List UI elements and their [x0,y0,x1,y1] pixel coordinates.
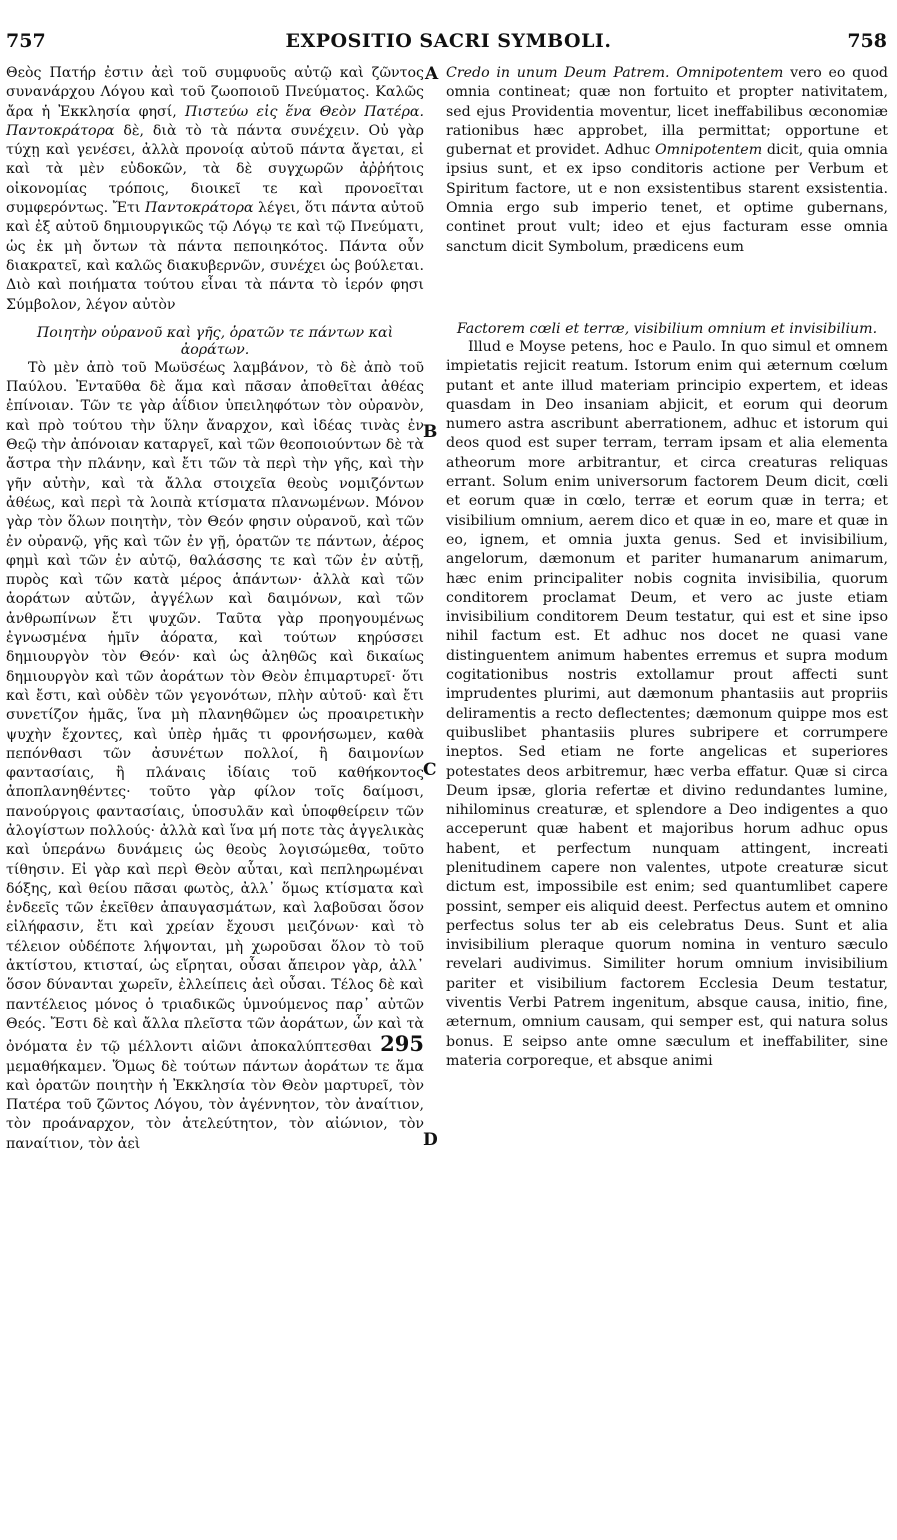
margin-letter-b: B [423,422,438,442]
latin-italic: Credo in unum Deum Patrem. Omnipotentem [446,65,784,81]
greek-text: Θεὸς Πατήρ ἐστιν ἀεὶ τοῦ συμφυοῦς αὐτῷ καὶ ζῶντος συνανάρχου Λόγου καὶ τοῦ ζωοποιοῦ Πνεύματος. Καλῶς ἄρα ἡ Ἐκκλησία φησί, [6,65,424,120]
page-number-right: 758 [847,30,887,52]
greek-text: μεμαθήκαμεν. Ὅμως δὲ τούτων πάντων ἀοράτων τε ἅμα καὶ ὁρατῶν ποιητὴν ἡ Ἐκκλησία τὸν Θεὸν μαρτυρεῖ, τὸν Πατέρα τοῦ ζῶντος Λόγου, τὸν ἀγέννητον, τὸν ἀναίτιον, τὸν προάναρχον, τὸν ἀτελεύτητον, τὸν αἰώνιον, τὸν παναίτιον, τὸν ἀεὶ [6,1058,424,1152]
greek-paragraph-2 [6,359,424,1154]
page-number-left: 757 [6,30,46,52]
latin-paragraph-2: Illud e Moyse petens, hoc e Paulo. In quo simul et omnem impietatis rejicit reatum. Istorum enim qui æternum cœlum putant et ante illud materiam principio expertem, et ideas quasdam in Deo insaniam abjicit, et eorum qui deorum numero astra ascribunt aberrationem, adhuc et istorum qui deos quod est super terram, terram ipsam et alia elementa atheorum more arbitrantur, et circa creaturas reliquas errant. Solum enim universorum factorem Deum dicit, cœli et eorum quæ in cœlo, terræ et eorum quæ in terra; et visibilium omnium, aerem dico et quæ in eo, mare et quæ in eo, ignem, et omnia juxta genus. Sed et invisibilium, angelorum, dæmonum et pariter humanarum animarum, hæc enim principaliter nobis cognita invisibilia, quorum conditorem proclamat Deum, et vero ac juste etiam invisibilium conditorem Deum testatur, qui est et sine ipso nihil factum est. Et adhuc nos docet ne quasi vane distinguentem animum habentes erremus et supra modum cogitationibus nostris extollamur prout affecti sunt imprudentes plurimi, aut dæmonum phantasiis aut propriis deliramentis a recto deflectentes; dæmonum quippe mos est quibuslibet phantasiis plures subripere et corrumpere ineptos. Sed etiam ne forte angelicas et superiores potestates deos arbitremur, hæc verba effatur. Quæ si circa Deum ipsæ, gloria refertæ et divino redundantes lumine, nihilominus creaturæ, et splendore a Deo indigentes a quo acceperunt quæ habent et majoribus horum adhuc opus habent, et perfectum nunquam attingent, increati plenitudinem capere non valentes, utpote creaturæ sicut dictum est, impossibile est enim; sed quantumlibet capere possint, semper eis aliquid deest. Perfectus autem et omnino perfectus solus ter ab eis celebratus Deus. Sunt et alia invisibilium pleraque quorum nomina in venturo sæculo revelari audivimus. Similiter horum omnium invisibilium pariter et visibilium factorem Ecclesia Deum testatur, viventis Verbi Patrem ingenitum, absque causa, initio, fine, æternum, omnium causam, qui semper est, qui natura solus bonus. E seipso ante omne sæculum et ineffabiliter, sine materia corporeque, et absque animi [446,338,888,1069]
margin-letter-a: A [425,64,439,84]
latin-paragraph-1 [446,64,888,257]
greek-paragraph-1 [6,64,424,315]
latin-italic: Omnipotentem [654,142,763,159]
column-number: 295 [380,1031,424,1057]
margin-letter-c: C [423,760,437,780]
latin-column [446,64,888,1071]
margin-letter-d: D [423,1130,438,1150]
greek-column [6,64,424,1154]
latin-text: vero eo quod omnia contineat; quæ non fortuito et propter nativitatem, sed ejus Providentia moventur, licet ineffabilibus œconomiæ rationibus hæc approbet, illa permittat; opportune et gubernat et providet. Adhuc [446,65,888,159]
running-title: EXPOSITIO SACRI SYMBOLI. [285,30,612,52]
greek-italic: Πιστεύω εἰς ἕνα Θεὸν Πατέρα. Παντοκράτορα [6,103,425,139]
greek-text: λέγει, ὅτι πάντα αὐτοῦ καὶ ἐξ αὐτοῦ δημιουργικῶς τῷ Λόγῳ τε καὶ τῷ Πνεύματι, ὡς ἐκ μὴ ὄντων τὰ πάντα πεποιηκότος. Πάντα οὖν διακρατεῖ, καὶ καλῶς διακυβερνῶν, συνέχει ὡς βούλεται. Διὸ καὶ ποιήματα τούτου εἶναι τὰ πάντα τὸ ἱερόν φησι Σύμβολον, λέγον αὐτὸν [6,200,424,313]
latin-text: dicit, quia omnia ipsius sunt, et ex ipso conditoris actione per Verbum et Spiritum factore, ut e non exsistentibus starent exsistentia. Omnia ergo sub imperio tenet, et optime gubernans, continet prout vult; ideo et ejus facturam esse omnia sanctum dicit Symbolum, prædicens eum [446,142,888,255]
greek-italic: Παντοκράτορα [144,200,254,217]
latin-heading: Factorem cœli et terræ, visibilium omnium et invisibilium. [456,320,878,337]
page-header [0,30,897,56]
greek-text: δὲ, διὰ τὸ τὰ πάντα συνέχειν. Οὐ γὰρ τύχῃ καὶ γενέσει, ἀλλὰ προνοίᾳ αὐτοῦ πάντα ἄγεται, εἰ καὶ τὰ μὲν εὐδοκῶν, τὰ δὲ συγχωρῶν ἀῤῥήτοις οἰκονομίας τρόποις, διοικεῖ τε καὶ προνοεῖται συμφερόντως. Ἔτι [6,122,424,217]
greek-heading: Ποιητὴν οὐρανοῦ καὶ γῆς, ὁρατῶν τε πάντων καὶ ἀοράτων. [36,324,394,358]
greek-text: Τὸ μὲν ἀπὸ τοῦ Μωϋσέως λαμβάνον, τὸ δὲ ἀπὸ τοῦ Παύλου. Ἐνταῦθα δὲ ἅμα καὶ πᾶσαν ἀποθεῖται ἀθέας ἐπίνοιαν. Τῶν τε γὰρ ἀΐδιον ὑπειληφότων τὸν οὐρανὸν, καὶ πρὸ τούτου τὴν ὕλην ἄναρχον, καὶ ἰδέας τινὰς ἐν Θεῷ τὴν ἀπόνοιαν καταργεῖ, καὶ τῶν θεοποιούντων δὲ τὰ ἄστρα τὴν πλάνην, καὶ ἔτι τῶν τὰ περὶ τὴν γῆς, καὶ τὴν γῆν αὐτὴν, καὶ τὰ ἄλλα στοιχεῖα θεοὺς νομιζόντων ἀθέως, καὶ περὶ τὰ λοιπὰ κτίσματα πλανωμένων. Μόνον γὰρ τὸν ὅλων ποιητὴν, τὸν Θεόν φησιν οὐρανοῦ, καὶ τῶν ἐν οὐρανῷ, γῆς καὶ τῶν ἐν γῇ, ὁρατῶν τε πάντων, ἀέρος φημὶ καὶ τῶν ἐν αὐτῷ, θαλάσσης τε καὶ τῶν ἐν αὐτῇ, πυρὸς καὶ τῶν κατὰ μέρος ἁπάντων· ἀλλὰ καὶ τῶν ἀοράτων αὐτῶν, ἀγγέλων καὶ δαιμόνων, καὶ τῶν ἀνθρωπίνων ἔτι ψυχῶν. Ταῦτα γὰρ προηγουμένως ἐγνωσμένα ἡμῖν ἀόρατα, καὶ τούτων κηρύσσει δημιουργὸν τὸν Θεόν· καὶ ὡς ἀληθῶς καὶ δικαίως δημιουργὸν καὶ τῶν ἀοράτων τὸν Θεὸν ἐπιμαρτυρεῖ· ὅτι καὶ ἔστι, καὶ οὐδὲν τῶν γεγονότων, πλὴν αὐτοῦ· καὶ ἔτι συνετίζον ἡμᾶς, ἵνα μὴ πλανηθῶμεν ὡς προαιρετικὴν ψυχὴν ἔχοντες, καὶ ὑπὲρ ἡμᾶς τι φρονήσωμεν, καθὰ πεπόνθασι τῶν ἀσυνέτων πολλοί, ἢ δαιμονίων φαντασίαις, ἢ πλάναις ἰδίαις τοῦ καθήκοντος ἀποπλανηθέντες· τοῦτο γὰρ φίλον τοῖς δαίμοσι, πανούργοις φαντασίαις, ὑποσυλᾶν καὶ ὑποφθείρειν τῶν ἀλογίστων πολλούς· ἀλλὰ καὶ ἵνα μή ποτε τὰς ἀγγελικὰς καὶ ὑπεράνω δυνάμεις ὡς θεοὺς λογισώμεθα, τοῦτο τίθησιν. Εἰ γὰρ καὶ περὶ Θεὸν αὗται, καὶ πεπληρωμέναι δόξης, καὶ θείου πᾶσαι φωτὸς, ἀλλ᾽ ὅμως κτίσματα καὶ ἐνδεεῖς τῶν ἐκεῖθεν ἀπαυγασμάτων, καὶ λαβοῦσαι ὅσον εἰλήφασιν, ἔτι καὶ χρείαν ἔχουσι μειζόνων· καὶ τὸ τέλειον οὐδέποτε λήψονται, μὴ χωροῦσαι ὅλον τὸ τοῦ ἀκτίστου, κτισταί, ὡς εἴρηται, οὖσαι ἄπειρον γὰρ, ἀλλ᾽ ὅσον δύνανται χωρεῖν, ἐλλείπεις ἀεὶ οὖσαι. Τέλος δὲ καὶ παντέλειος μόνος ὁ τριαδικῶς ὑμνούμενος παρ᾽ αὐτῶν Θεός. Ἔστι δὲ καὶ ἄλλα πλεῖστα τῶν ἀοράτων, ὧν καὶ τὰ ὀνόματα ἐν τῷ μέλλοντι αἰῶνι ἀποκαλύπτεσθαι [6,359,424,1056]
